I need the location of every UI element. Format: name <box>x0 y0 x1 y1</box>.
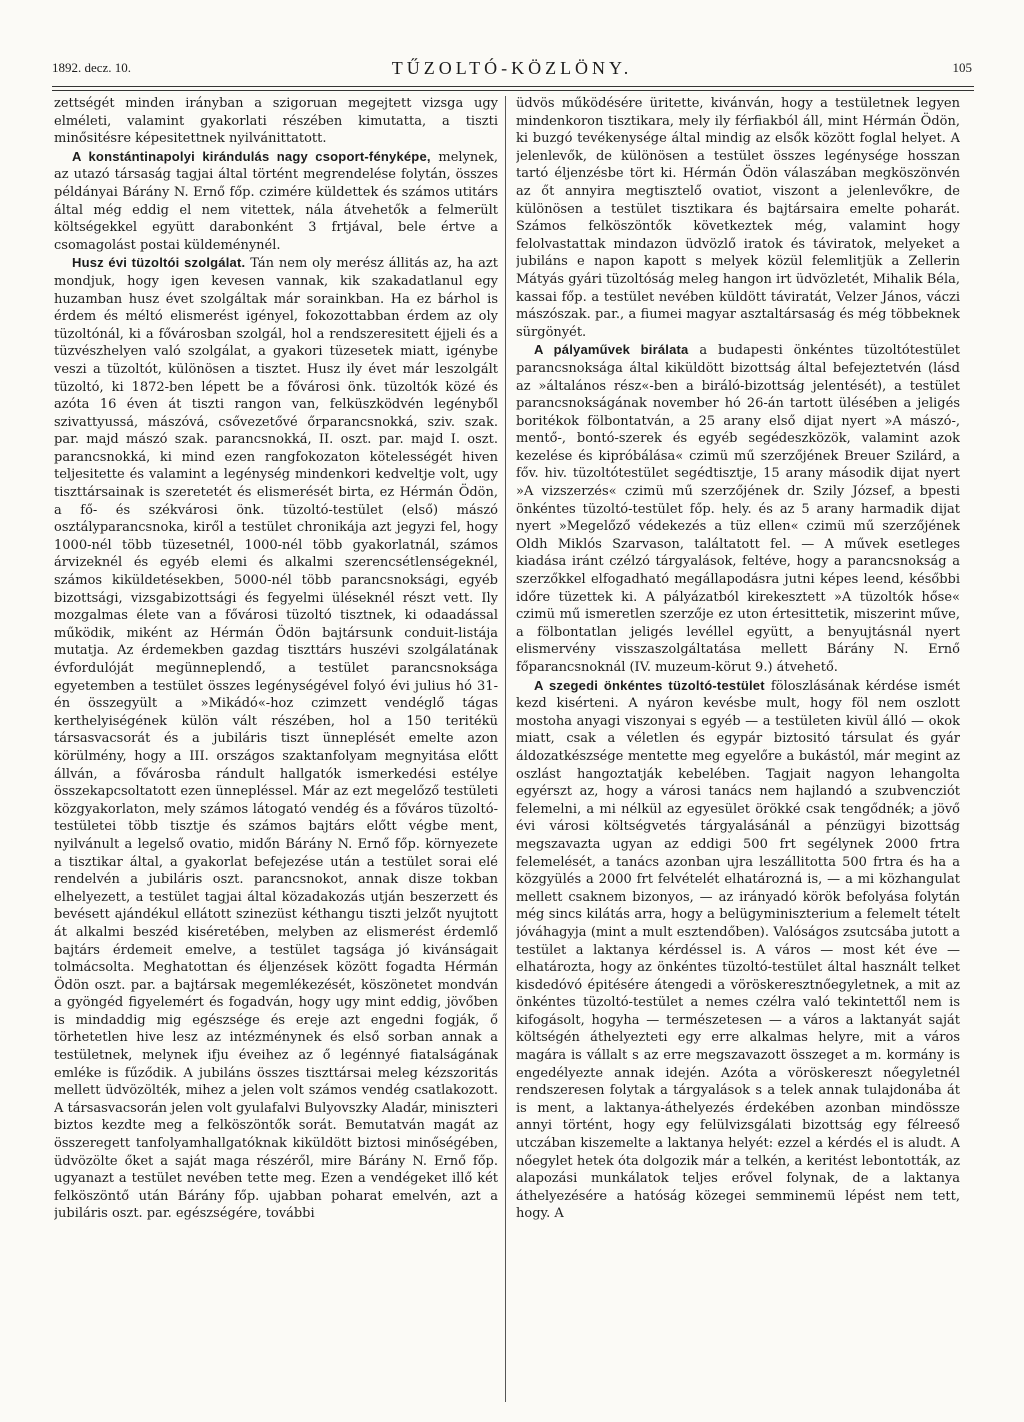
article-body: Tán nem oly merész állitás az, ha azt mondjuk, hogy igen kevesen vannak, kik szakadatlanul egy huzamban husz évet szolgáltak már sorainkban. Ha ez bárhol is érdem és méltó elismerést igényel, fokozottabban érdem az oly tüzoltónál, ki a fővárosban szolgál, hol a rendszeresitett éjjeli és a tüzvészhelyen való szolgálat, a gyakori tüzesetek miatt, igénybe veszi a tüzoltót, különösen a tisztet. Husz ily évet már leszolgált tüzoltó, ki 1872-ben lépett be a fővárosi önk. tüzoltók közé és azóta 16 éven át tiszti rangon van, felküszködvén legényből szivattyussá, mászóvá, csővezetővé őrparancsnokká, sziv. szak. par. majd mászó szak. parancsnokká, II. oszt. par. majd I. oszt. parancsnokká, ki mind ezen rangfokozaton kötelességét hiven teljesitette és valamint a legénység mindenkori kedveltje volt, ugy tiszttársainak is szeretetét és elismerését birta, ez Hérmán Ödön, a fő- és székvárosi önk. tüzoltó-testület (első) mászó osztályparancsnoka, kiről a testület chronikája azt jegyzi fel, hogy 1000-nél több tüzesetnél, 1000-nél több gyakorlatnál, számos árvizeknél és egyéb elemi és alkalmi szerencsétlenségeknél, számos kiküldetésekben, 5000-nél több parancsnoksági, egyéb bizottsági, vizsgabizottsági és fegyelmi üléseknél részt vett. Ily mozgalmas élete van a fővárosi tüzoltó tisztnek, ki odaadással működik, miként az Hérmán Ödön bajtársunk conduit-listája mutatja. Az érdemekben gazdag tiszttárs huszévi szolgálatának évfordulóját megünneplendő, a testület parancsnoksága egyetemben a testület összes legénységével folyó évi julius hó 31-én összegyült a »Mikádó«-hoz czimzett vendéglő tágas kerthelyiségének külön vált részében, hol a 150 teritékü társasvacsorát és a jubiláris tiszt ünneplését emelte azon körülmény, hogy a III. országos szaktanfolyam megnyitása előtt állván, a fővárosba rándult hallgatók ismerkedési estélye összekapcsoltatott ezen ünnepléssel. Már az ezt megelőző testületi közgyakorlaton, mely számos látogató vendég és a főváros tüzoltó-testületei több tisztje és számos bajtárs előtt végbe ment, nyilvánult a legelső ovatio, midőn Bárány N. Ernő főp. környezete a tisztikar által, a gyakorlat befejezése után a testület sorai elé rendelvén a jubiláris oszt. parancsnokot, annak disze tokban elhelyezett, a testület tagjai által közadakozás utján beszerzett és bevésett ajándékul ellátott szinezüst kéthangu tiszti jelzőt nyujtott át alkalmi beszéd kiséretében, melyben az elismerést érdemlő bajtárs érdemeit emelve, a testület tagsága jó kivánságait tolmácsolta. Meghatottan és éljenzések között fogadta Hérmán Ödön oszt. par. a bajtársak megemlékezését, köszönetet mondván a gyöngéd figyelemért és fogadván, hogy ugy mint eddig, jövőben is mindaddig mig egészsége és ereje azt engedni fogják, ő törhetetlen hive lesz az intézménynek és első sorban annak a testületnek, melynek ifju éveihez az ő legénnyé fiatalságának emléke is fűződik. A jubiláns összes tiszttársai meleg kézszoritás mellett üdvözölték, mihez a jelen volt számos vendég csatlakozott. A társasvacsorán jelen volt gyulafalvi Bulyovszky Aladár, miniszteri biztos kezdte meg a felköszöntők sorát. Bemutatván magát az összeregett tanfolyamhallgatóknak kiküldött biztosi minőségében, üdvözölte őket a saját maga részéről, mire Bárány N. Ernő főp. ugyanazt a testület nevében tette meg. Ezen a vendégeket illő két felköszöntő után Bárány főp. ujabban poharat emelvén, azt a jubiláris oszt. par. egészségére, további <box>54 256 498 1222</box>
header-rule-bottom <box>52 90 974 91</box>
article-group-photo <box>54 148 498 255</box>
right-column <box>516 95 960 1405</box>
article-szeged <box>516 677 960 1223</box>
article-heading: A szegedi önkéntes tüzoltó-testület <box>534 677 765 693</box>
article-body: melynek, az utazó társaság tagjai által történt megrendelése folytán, összes példányai Bárány N. Ernő főp. czimére küldettek és számos utitárs által még eddig el nem vitettek, nála átvehetők a felmerült költségekkel együtt darabonként 3 frtjával, bele értve a csomagolást postai küldeménynél. <box>54 149 498 253</box>
left-column <box>54 95 498 1405</box>
issue-date: 1892. decz. 10. <box>52 60 132 75</box>
header-rule-top <box>52 86 974 87</box>
article-heading: Husz évi tüzoltói szolgálat. <box>72 255 246 271</box>
article-continuation: zettségét minden irányban a szigoruan megejtett vizsga ugy elméleti, valamint gyakorlati részében kimutatta, a tiszti minősitésre képesitettnek nyilvánittatott. <box>54 96 498 147</box>
article-body: föloszlásának kérdése ismét kezd kisérteni. A nyáron kevésbe mult, hogy föl nem oszlott mostoha anyagi viszonyai s egyéb — a testületen kivül álló — okok miatt, csak a véletlen és egypár biztositó társulat és gyár áldozatkészsége mentette meg egyelőre a bukástól, már megint az oszlást hangoztatják kebelében. Tagjait nagyon lehangolta egyérszt az, hogy a városi tanács nem hajlandó a szubvencziót felemelni, a mi nélkül az egyesület örökké csak tengődnék; a jövő évi városi költségvetés tárgyalásánál a pénzügyi bizottság megszavazta ugyan az eddigi 500 frt segélynek 2000 frtra felemelését, a tanács azonban ujra leszállitotta 500 frtra és ha a közgyülés a 2000 frt felvételét elhatározná is, — a mi közhangulat mellett csaknem bizonyos, — az irányadó körök befolyása folytán még sincs kilátás arra, hogy a belügyminiszterium a felemelt tételt jóváhagyja (mint a mult esztendőben). Valóságos zsutcsába jutott a testület a laktanya kérdéssel is. A város — most két éve — elhatározta, hogy az önkéntes tüzoltó-testület által használt telket kisdedóvó épitésére átengedi a vöröskeresztnőegyletnek, a mit az önkéntes tüzoltó-testület a nemes czélra való tekintettől nem is kifogásolt, hogyha — természetesen — a város a laktanyát saját költségén áthelyezteti egy erre alkalmas helyre, mit a város magára is vállalt s az erre megszavazott összeget a m. kormány is engedélyezte annak idején. Azóta a vöröskereszt nőegyletnél rendszeresen folytak a tárgyalások s a telek annak tulajdonába át is ment, a laktanya-áthelyezés érdekében azonban mindössze annyi történt, hogy egy felülvizsgálati bizottság egy félreeső utczában kiszemelte a laktanya helyét: ezzel a kérdés el is aludt. A nőegylet hetek óta dolgozik már a telkén, a keritést lebontották, az alapozási munkálatok teljes erővel folynak, de a laktanya áthelyezésére a hatóság közegei semminemü lépést nem tett, hogy. A <box>516 678 960 1222</box>
article-twenty-years <box>54 254 498 1223</box>
article-competition <box>516 341 960 676</box>
masthead-title: TŰZOLTÓ-KÖZLÖNY. <box>391 58 633 78</box>
article-body: a budapesti önkéntes tüzoltótestület parancsnoksága által kiküldött bizottság által befejeztetvén (lásd az »általános rész«-ben a biráló-bizottság jelentését), a testület parancsnokságának november hó 26-án tartott ülésében a jeligés boritékok fölbontatván, a 25 arany első dijat nyert »A mászó-, mentő-, bontó-szerek és egyéb segédeszközök, valamint azok kezelése és kipróbálása« czimü mű szerzőjének Breuer Szilárd, a főv. hiv. tüzoltótestület segédtisztje, 15 arany második dijat nyert »A vizszerzés« czimü mű szerzőjének dr. Szily József, a bpesti önkéntes tüzoltó-testület főp. hely. és az 5 arany harmadik dijat nyert »Megelőző védekezés a tüz ellen« czimü mű szerzőjének Oldh Miklós Szarvason, találtatott fel. — A művek esetleges kiadása iránt czélzó tárgyalások, feltéve, hogy a parancsnokság a szerzőkkel elfogadható megállapodásra jutni képes leend, későbbi időre tüzettek ki. A pályázatból kirekesztett »A tüzoltók hőse« czimü mű ismeretlen szerzője ez uton értesittetik, miszerint műve, a fölbontatlan jeligés levéllel együtt, a benyujtásnál nyert elismervény visszaszolgáltatása mellett Bárány N. Ernő főparancsnoknál (IV. muzeum-körut 9.) átvehető. <box>516 343 960 675</box>
article-continuation: üdvös működésére üritette, kivánván, hogy a testületnek legyen mindenkoron tisztikara, mely ily férfiakból áll, mint Hérmán Ödön, ki buzgó tevékenysége által mindig az elsők között foglal helyet. A jelenlevők, de különösen a testület összes legénysége hosszan tartó éljenzésbe tört ki. Hérmán Ödön válaszában megköszönvén az őt annyira megtisztelő ovatiot, viszont a jelenlevőkre, de különösen a testület tisztikara és bajtársaira emelte poharát. Számos felköszöntők következtek még, valamint hogy felolvastattak mindazon üdvözlő iratok és táviratok, melyeket a jubiláns e napon kapott s melyek közül felemlitjük a Zellerin Mátyás gyári tüzoltóság meleg hangon irt üdvözletét, Mihalik Béla, kassai főp. a testület nevében küldött táviratát, Velzer János, váczi mászószak. par., a fiumei magyar asztaltársaság és még többeknek sürgönyét. <box>516 96 960 340</box>
column-divider <box>505 96 506 1402</box>
article-heading: A konstántinapolyi kirándulás nagy csoport-fényképe, <box>72 148 431 164</box>
page-number: 105 <box>952 60 972 75</box>
article-heading: A pályaművek birálata <box>534 342 689 358</box>
